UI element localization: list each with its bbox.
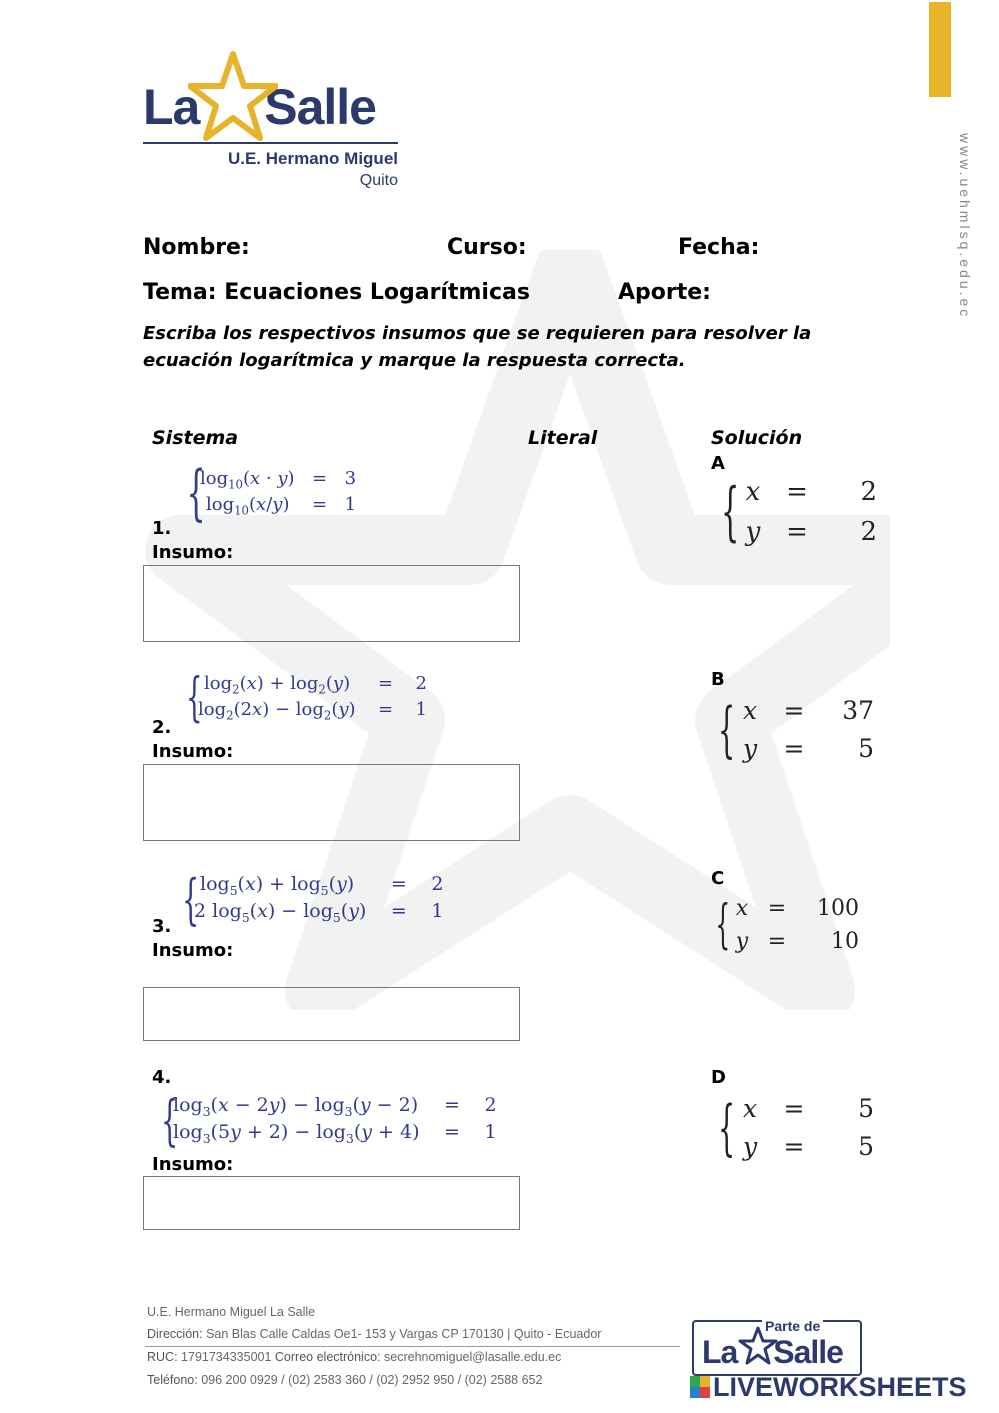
column-solucion: Solución: [711, 427, 803, 449]
aporte-label: Aporte:: [618, 280, 711, 305]
equals-sign: =: [444, 1094, 460, 1117]
insumo-label-4: Insumo:: [152, 1154, 234, 1175]
eq2-lhs: 2 $\log_5(x) - \log_5(y)$: [194, 900, 367, 925]
problem-number-4: 4.: [152, 1067, 172, 1088]
solution-x: 2: [860, 477, 877, 507]
solution-letter-c[interactable]: C: [711, 868, 725, 889]
column-sistema: Sistema: [152, 427, 239, 449]
insumo-input-3[interactable]: [143, 987, 520, 1041]
direccion-value: San Blas Calle Caldas Oe1- 153 y Vargas CP 170130 | Quito - Ecuador: [206, 1327, 602, 1341]
instructions: Escriba los respectivos insumos que se requieren para resolver la ecuación logarítmica y marque la respuesta correcta.: [143, 323, 812, 371]
telefono-label: Teléfono:: [147, 1373, 198, 1387]
telefono-value: 096 200 0929 / (02) 2583 360 / (02) 2952 950 / (02) 2588 652: [201, 1373, 543, 1387]
solution-x: 5: [858, 1094, 874, 1123]
system-2: [182, 665, 446, 730]
insumo-label-1: Insumo:: [152, 542, 234, 563]
eq2-lhs: $\log_2(2x) - \log_2(y)$: [198, 698, 356, 723]
eq2-rhs: 1: [415, 698, 427, 720]
partner-logo-text: La Salle: [702, 1334, 843, 1370]
eq2-rhs: 1: [344, 493, 357, 515]
brace-icon: {: [717, 695, 736, 765]
parte-de-text: Parte de: [762, 1318, 823, 1334]
solution-letter-a[interactable]: A: [711, 453, 725, 474]
equals-sign: =: [312, 493, 328, 515]
school-name: U.E. Hermano Miguel: [227, 149, 398, 168]
equals-sign: =: [390, 873, 407, 896]
solution-y: 5: [858, 1132, 874, 1161]
equals-sign: =: [378, 698, 394, 720]
website-text: www.uehmlsq.edu.ec: [957, 133, 973, 320]
eq1-rhs: 2: [484, 1094, 497, 1117]
system-4: [157, 1086, 515, 1154]
solution-c[interactable]: { x = 100 y = 10: [711, 892, 859, 958]
brace-icon: {: [161, 1088, 179, 1152]
nombre-label: Nombre:: [143, 235, 250, 260]
school-city: Quito: [359, 172, 398, 189]
solution-x: 100: [817, 896, 859, 921]
footer-direccion: [147, 1327, 601, 1341]
column-literal: Literal: [528, 427, 598, 449]
partner-star-icon: [738, 1326, 778, 1366]
curso-label: Curso:: [447, 235, 527, 260]
brace-icon: {: [715, 895, 731, 955]
footer-telefono: [147, 1373, 542, 1387]
problem-number-3: 3.: [152, 916, 172, 937]
eq1-rhs: 2: [431, 873, 444, 896]
insumo-input-4[interactable]: [143, 1176, 520, 1230]
solution-letter-b[interactable]: B: [711, 669, 725, 690]
eq1-lhs: $\log_2(x) + \log_2(y)$: [204, 672, 351, 697]
insumo-input-2[interactable]: [143, 764, 520, 841]
brace-icon: {: [186, 457, 206, 528]
problem-number-1: 1.: [152, 518, 172, 539]
eq1-lhs: $\log_3(x - 2y) - \log_3(y - 2)$: [173, 1094, 419, 1119]
liveworksheets-icon: [690, 1376, 710, 1398]
logo-text: La Salle: [143, 79, 376, 135]
solution-b[interactable]: { x = 37 y = 5: [713, 692, 874, 768]
eq2-rhs: 1: [431, 900, 444, 922]
footer-ruc: [147, 1350, 561, 1364]
solution-d[interactable]: { x = 5 y = 5: [713, 1090, 874, 1166]
insumo-label-2: Insumo:: [152, 741, 234, 762]
star-logo-icon: [188, 50, 278, 145]
logo-divider: [143, 142, 398, 144]
brace-icon: {: [717, 1093, 736, 1163]
fecha-label: Fecha:: [678, 235, 760, 260]
footer-divider: [145, 1346, 680, 1347]
eq1-rhs: 3: [344, 467, 357, 489]
insumo-label-3: Insumo:: [152, 940, 234, 961]
system-3: [178, 865, 461, 933]
eq2-lhs: $\log_{10}(x/y)$: [206, 493, 290, 518]
brace-icon: {: [182, 867, 200, 931]
correo-label: Correo electrónico:: [274, 1350, 381, 1364]
eq1-lhs: $\log_{10}(x \cdot y)$: [200, 467, 295, 492]
equals-sign: =: [444, 1121, 460, 1143]
solution-y: 2: [860, 517, 877, 547]
problem-number-2: 2.: [152, 717, 172, 738]
eq1-lhs: $\log_5(x) + \log_5(y)$: [200, 873, 355, 898]
insumo-input-1[interactable]: [143, 565, 520, 642]
system-1: [182, 455, 375, 530]
solution-letter-d[interactable]: D: [711, 1067, 726, 1088]
solution-y: 10: [831, 929, 859, 954]
footer-org: U.E. Hermano Miguel La Salle: [147, 1305, 316, 1319]
solution-y: 5: [858, 734, 874, 763]
eq2-lhs: $\log_3(5y + 2) - \log_3(y + 4)$: [173, 1121, 420, 1146]
equals-sign: =: [378, 672, 394, 694]
partner-logo: [692, 1320, 862, 1376]
eq1-rhs: 2: [415, 672, 427, 694]
liveworksheets-brand[interactable]: LIVEWORKSHEETS: [713, 1372, 967, 1402]
brace-icon: {: [186, 667, 203, 728]
direccion-label: Dirección:: [147, 1327, 203, 1341]
solution-x: 37: [842, 696, 874, 725]
eq2-rhs: 1: [484, 1121, 497, 1143]
side-accent-bar: [929, 2, 951, 97]
school-logo: [143, 50, 413, 195]
equals-sign: =: [390, 900, 407, 922]
solution-a[interactable]: { x = 2 y = 2: [716, 472, 877, 552]
ruc-label: RUC:: [147, 1350, 178, 1364]
equals-sign: =: [312, 467, 328, 489]
brace-icon: {: [720, 475, 740, 549]
ruc-value: 1791734335001: [181, 1350, 272, 1364]
tema-label: Tema: Ecuaciones Logarítmicas: [143, 280, 530, 305]
correo-value: secrehnomiguel@lasalle.edu.ec: [384, 1350, 562, 1364]
